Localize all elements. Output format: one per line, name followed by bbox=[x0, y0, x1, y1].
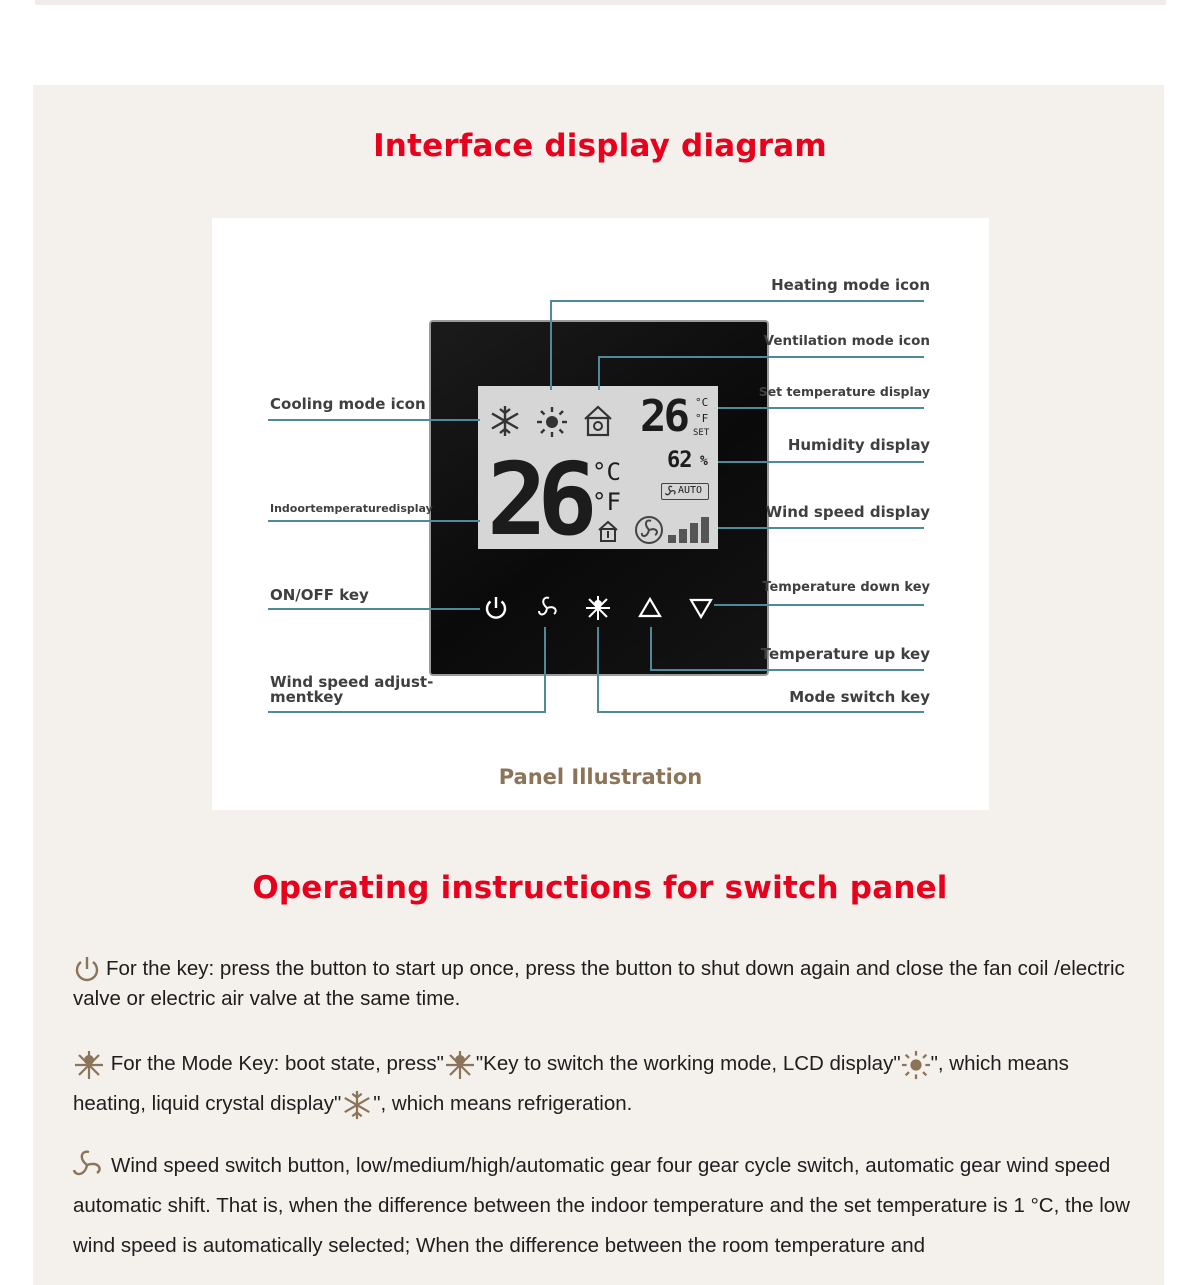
humidity-value: 62 bbox=[667, 448, 692, 473]
mode-icon-inline bbox=[73, 1049, 105, 1081]
ventilation-leader-v bbox=[598, 356, 600, 390]
wind-speed-leader bbox=[718, 527, 924, 529]
power-icon[interactable] bbox=[483, 595, 509, 621]
fan-icon[interactable] bbox=[533, 594, 561, 622]
humidity-leader bbox=[718, 461, 924, 463]
cooling-leader bbox=[268, 419, 480, 421]
diagram-title: Interface display diagram bbox=[373, 128, 827, 164]
label-temperature-down-key: Temperature down key bbox=[762, 580, 930, 595]
mode-icon-inline-2 bbox=[444, 1049, 476, 1081]
label-cooling-mode-icon: Cooling mode icon bbox=[270, 395, 426, 413]
wind-speed-paragraph bbox=[73, 1146, 1133, 1266]
onoff-leader bbox=[268, 608, 480, 610]
label-humidity-display: Humidity display bbox=[787, 436, 930, 454]
mode-key-text-1: For the Mode Key: boot state, press" bbox=[110, 1052, 444, 1075]
wind-adjust-leader-h bbox=[268, 711, 546, 713]
mode-key-text-2: "Key to switch the working mode, LCD display" bbox=[475, 1052, 901, 1075]
set-unit-celsius: °C bbox=[695, 396, 709, 409]
heating-leader-v bbox=[550, 300, 552, 390]
label-ventilation-mode-icon: Ventilation mode icon bbox=[763, 333, 930, 349]
set-label: SET bbox=[693, 428, 710, 438]
label-wind-speed-adjustment-key bbox=[270, 675, 433, 705]
heating-leader-h bbox=[550, 300, 924, 302]
house-fan-icon bbox=[582, 404, 614, 438]
mode-key-paragraph bbox=[73, 1044, 1133, 1124]
up-arrow-icon[interactable] bbox=[638, 597, 662, 619]
indoor-temperature-value: 26 bbox=[487, 441, 588, 558]
mode-icon[interactable] bbox=[585, 595, 611, 621]
power-icon-inline bbox=[74, 955, 100, 982]
mode-key-text-4: ", which means refrigeration. bbox=[373, 1092, 633, 1115]
wind-speed-text: Wind speed switch button, low/medium/high/automatic gear four gear cycle switch, automatic gear wind speed automatic shift. That is, when the difference between the indoor temperature and the set temperature is 1 °C, the low wind speed is automatically selected; When the difference between the room temperature and bbox=[73, 1154, 1130, 1257]
label-heating-mode-icon: Heating mode icon bbox=[771, 276, 930, 294]
label-wind-adjust-line1: Wind speed adjust- bbox=[270, 673, 434, 691]
label-indoor-temperature-display: Indoortemperaturedisplay bbox=[270, 502, 433, 515]
indoor-unit-fahrenheit: °F bbox=[592, 488, 621, 516]
humidity-unit: % bbox=[700, 454, 708, 469]
temp-up-leader-h bbox=[650, 669, 924, 671]
set-temp-leader bbox=[718, 407, 924, 409]
top-divider bbox=[35, 0, 1166, 5]
room-temp-icon bbox=[597, 519, 619, 543]
panel-illustration-caption: Panel Illustration bbox=[498, 765, 703, 789]
ventilation-leader-h bbox=[598, 356, 924, 358]
label-wind-speed-display: Wind speed display bbox=[765, 503, 930, 521]
set-temperature-value: 26 bbox=[640, 391, 687, 442]
auto-fan-icon bbox=[664, 485, 677, 498]
indoor-temp-leader bbox=[268, 520, 480, 522]
power-key-text: For the key: press the button to start up once, press the button to shut down again and close the fan coil /electric valve or electric air valve at the same time. bbox=[73, 957, 1125, 1010]
set-unit-fahrenheit: °F bbox=[695, 412, 709, 425]
sun-icon-inline bbox=[901, 1050, 931, 1080]
sun-icon bbox=[536, 406, 568, 438]
fan-speed-icon bbox=[634, 515, 664, 545]
wind-adjust-leader-v bbox=[544, 627, 546, 713]
auto-label: AUTO bbox=[678, 485, 703, 496]
instructions-title: Operating instructions for switch panel bbox=[252, 870, 948, 906]
mode-leader-v bbox=[597, 627, 599, 713]
down-arrow-icon[interactable] bbox=[689, 597, 713, 619]
mode-key-text-3: ", which means heating, liquid crystal display" bbox=[73, 1052, 1069, 1115]
power-key-paragraph bbox=[73, 954, 1133, 1014]
label-set-temperature-display: Set temperature display bbox=[758, 384, 930, 399]
label-mode-switch-key: Mode switch key bbox=[789, 688, 930, 706]
label-temperature-up-key: Temperature up key bbox=[760, 645, 930, 663]
mode-leader-h bbox=[597, 711, 924, 713]
fan-icon-inline bbox=[68, 1148, 106, 1182]
temp-down-leader bbox=[714, 604, 924, 606]
snowflake-icon-inline bbox=[341, 1089, 373, 1121]
snowflake-icon bbox=[488, 404, 522, 438]
wind-bars-icon bbox=[667, 515, 711, 543]
label-wind-adjust-line2: mentkey bbox=[270, 688, 344, 706]
temp-up-leader-v bbox=[650, 627, 652, 671]
label-on-off-key: ON/OFF key bbox=[270, 586, 369, 604]
indoor-unit-celsius: °C bbox=[592, 458, 621, 486]
